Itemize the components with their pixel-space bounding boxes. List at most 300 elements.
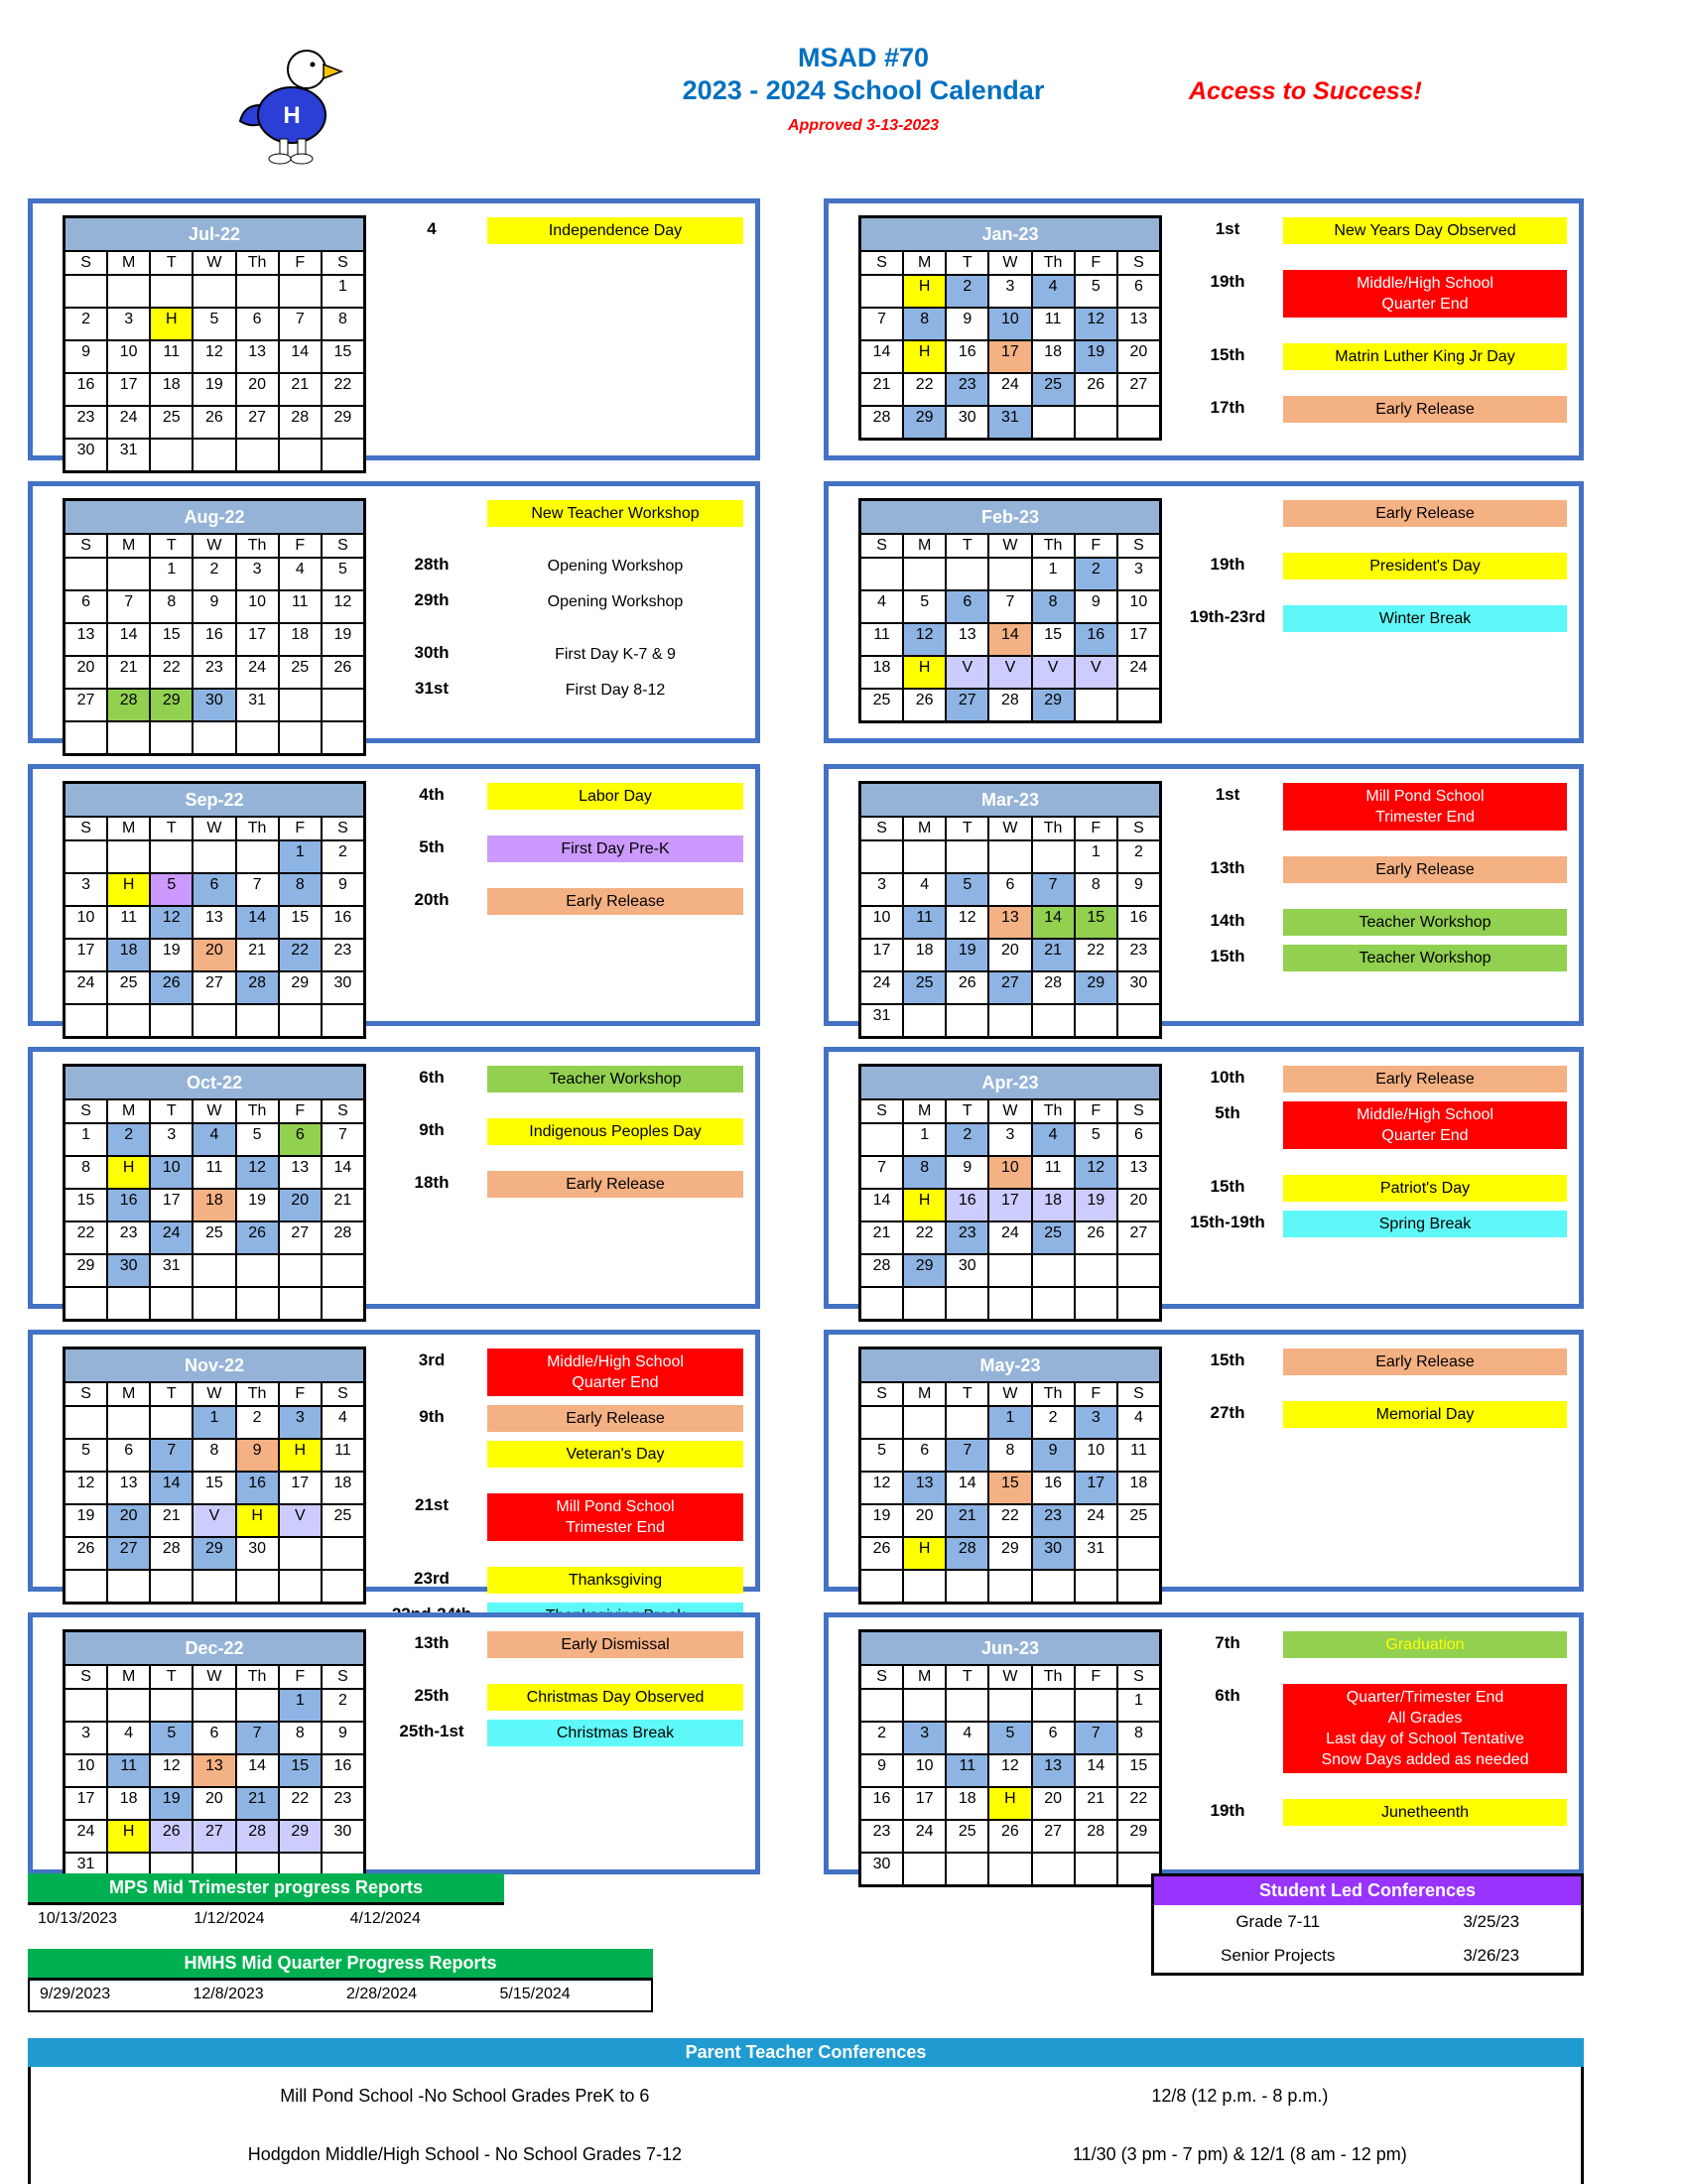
day-cell: 19 (946, 939, 988, 971)
day-cell: 7 (236, 873, 279, 906)
day-cell (903, 1406, 946, 1439)
eagle-shoe (269, 154, 291, 164)
day-cell (279, 275, 322, 308)
month-block-may-23 (824, 1330, 1584, 1592)
week-row (65, 1287, 365, 1321)
student-led-conferences-title: Student Led Conferences (1154, 1876, 1581, 1905)
day-cell: 29 (1075, 971, 1117, 1004)
month-block-nov-22 (28, 1330, 760, 1592)
event-bar (487, 1171, 743, 1198)
day-cell: 24 (150, 1221, 193, 1254)
month-title-row (860, 500, 1161, 535)
month-events (1162, 1064, 1567, 1296)
day-cell (150, 439, 193, 472)
day-cell (65, 1004, 108, 1038)
event-row (376, 835, 743, 862)
day-cell: 7 (107, 590, 150, 623)
day-header-row (860, 1382, 1161, 1406)
event-line: Winter Break (1378, 610, 1472, 627)
month-events (366, 215, 743, 448)
month-calendar (63, 498, 366, 756)
day-cell (1075, 1287, 1117, 1321)
day-header-cell: S (1117, 1099, 1161, 1123)
day-cell: 7 (860, 308, 904, 340)
day-cell: 26 (150, 1820, 193, 1853)
hmhs-date: 9/29/2023 (40, 1986, 111, 2002)
day-header-cell: W (988, 817, 1031, 840)
day-cell (236, 439, 279, 472)
day-cell (988, 1004, 1031, 1038)
event-row (376, 1567, 743, 1594)
day-cell (236, 1004, 279, 1038)
day-cell: 17 (65, 1787, 108, 1820)
day-cell (236, 721, 279, 755)
day-cell: 25 (860, 689, 904, 722)
day-cell: 13 (988, 906, 1031, 939)
day-cell: 23 (65, 406, 108, 439)
day-cell: 25 (1032, 1221, 1075, 1254)
day-cell: 19 (236, 1189, 279, 1221)
day-cell: 1 (279, 840, 322, 873)
day-cell (65, 275, 108, 308)
month-title: Feb-23 (860, 500, 1161, 535)
week-row (860, 1504, 1161, 1537)
event-row (376, 500, 743, 527)
event-line: Memorial Day (1375, 1406, 1475, 1423)
day-cell (860, 275, 904, 308)
event-line: Independence Day (548, 222, 683, 239)
day-cell: 18 (150, 373, 193, 406)
day-cell: 23 (1117, 939, 1161, 971)
event-row (1172, 217, 1567, 244)
day-cell (946, 1287, 988, 1321)
event-bar (1283, 605, 1567, 632)
day-header-cell: Th (236, 251, 279, 275)
day-cell: 22 (150, 656, 193, 689)
day-cell: 16 (860, 1787, 904, 1820)
day-header-cell: S (65, 1665, 108, 1689)
month-title: Sep-22 (65, 783, 365, 818)
day-cell: 13 (236, 340, 279, 373)
event-line: Veteran's Day (566, 1446, 665, 1463)
day-cell: 9 (65, 340, 108, 373)
day-header-cell: Th (1032, 1382, 1075, 1406)
day-cell (150, 1004, 193, 1038)
event-bar (1283, 500, 1567, 527)
day-header-cell: M (107, 534, 150, 558)
day-header-cell: T (150, 534, 193, 558)
day-cell (1117, 689, 1161, 722)
day-cell (236, 1689, 279, 1722)
week-row (860, 906, 1161, 939)
week-row (860, 340, 1161, 373)
event-row (376, 1720, 743, 1746)
day-cell: 30 (1117, 971, 1161, 1004)
event-bar (1283, 1799, 1567, 1826)
day-cell: 6 (107, 1439, 150, 1472)
day-cell: 19 (1075, 1189, 1117, 1221)
day-header-row (65, 1382, 365, 1406)
day-cell: 2 (65, 308, 108, 340)
week-row (860, 1754, 1161, 1787)
day-cell: 12 (236, 1156, 279, 1189)
week-row (65, 1689, 365, 1722)
event-line: Trimester End (566, 1519, 665, 1536)
day-cell: 11 (107, 906, 150, 939)
day-cell: 27 (193, 971, 235, 1004)
day-cell: 22 (1075, 939, 1117, 971)
day-cell: 13 (193, 1754, 235, 1787)
month-events (366, 1347, 743, 1589)
day-cell: 23 (322, 939, 365, 971)
day-header-row (860, 251, 1161, 275)
day-header-cell: S (322, 534, 365, 558)
month-calendar (63, 781, 366, 1039)
day-cell: 29 (150, 689, 193, 721)
day-cell: 25 (150, 406, 193, 439)
event-line: Quarter End (572, 1374, 659, 1391)
day-header-cell: M (107, 251, 150, 275)
event-day-label: 13th (414, 1633, 450, 1652)
month-calendar-wrap (858, 1629, 1162, 1872)
event-bar (487, 1684, 743, 1711)
event-day-label: 6th (419, 1068, 445, 1087)
event-bar (487, 1720, 743, 1746)
week-row (860, 590, 1161, 623)
week-row (860, 1439, 1161, 1472)
day-cell (1117, 1287, 1161, 1321)
slc-cell: 3/25/23 (1463, 1912, 1520, 1931)
event-row (376, 1349, 743, 1396)
day-header-cell: Th (1032, 1665, 1075, 1689)
event-bar (487, 1441, 743, 1468)
day-header-cell: Th (1032, 251, 1075, 275)
day-cell: 11 (279, 590, 322, 623)
day-header-cell: F (279, 251, 322, 275)
day-cell: 16 (1075, 623, 1117, 656)
day-cell: 29 (903, 1254, 946, 1287)
month-title: Jul-22 (65, 217, 365, 252)
week-row (860, 1254, 1161, 1287)
day-cell: 7 (860, 1156, 904, 1189)
day-cell (65, 1287, 108, 1321)
day-cell: 19 (193, 373, 235, 406)
day-cell: H (903, 340, 946, 373)
day-cell: 17 (903, 1787, 946, 1820)
day-cell: 3 (1117, 558, 1161, 590)
day-cell (1032, 1689, 1075, 1722)
event-bar (487, 1631, 743, 1658)
day-cell: 5 (150, 1722, 193, 1754)
day-cell (107, 1689, 150, 1722)
day-cell (193, 1287, 235, 1321)
week-row (65, 439, 365, 472)
day-cell: 7 (946, 1439, 988, 1472)
month-calendar-wrap (63, 781, 366, 1013)
day-cell: H (150, 308, 193, 340)
footer (28, 1873, 1584, 2184)
event-line: Early Release (566, 1410, 665, 1427)
event-bar (1283, 1066, 1567, 1092)
day-cell: 7 (279, 308, 322, 340)
day-cell (322, 721, 365, 755)
day-cell: H (279, 1439, 322, 1472)
day-header-cell: F (1075, 817, 1117, 840)
month-calendar (858, 498, 1162, 723)
month-events (1162, 498, 1567, 730)
day-cell: 17 (860, 939, 904, 971)
day-cell: 1 (150, 558, 193, 590)
day-cell: 28 (1032, 971, 1075, 1004)
day-header-cell: W (193, 251, 235, 275)
event-row (1172, 909, 1567, 936)
day-header-cell: S (1117, 1665, 1161, 1689)
day-cell: 18 (107, 1787, 150, 1820)
day-cell: 14 (1075, 1754, 1117, 1787)
week-row (65, 558, 365, 590)
day-cell: 22 (1117, 1787, 1161, 1820)
day-cell: 13 (903, 1472, 946, 1504)
day-cell: 13 (279, 1156, 322, 1189)
day-cell: 27 (988, 971, 1031, 1004)
day-cell (279, 439, 322, 472)
day-cell: 12 (150, 1754, 193, 1787)
day-cell: V (279, 1504, 322, 1537)
day-cell: 9 (860, 1754, 904, 1787)
event-line: Patriot's Day (1379, 1180, 1471, 1197)
event-day-label: 6th (1215, 1686, 1240, 1705)
day-cell: 6 (65, 590, 108, 623)
day-cell (150, 1570, 193, 1604)
event-row (376, 1684, 743, 1711)
day-cell: 12 (903, 623, 946, 656)
event-row (1172, 500, 1567, 527)
day-cell: 16 (65, 373, 108, 406)
day-cell: 20 (1117, 340, 1161, 373)
day-cell: 7 (236, 1722, 279, 1754)
day-cell: 6 (1117, 275, 1161, 308)
day-header-cell: Th (236, 534, 279, 558)
day-cell: 6 (1117, 1123, 1161, 1156)
day-cell (1032, 1570, 1075, 1604)
event-bar (487, 588, 743, 615)
event-day-label: 1st (1215, 219, 1240, 238)
day-cell: 20 (193, 939, 235, 971)
slc-cell: 3/26/23 (1463, 1946, 1520, 1965)
day-cell: 1 (193, 1406, 235, 1439)
week-row (65, 873, 365, 906)
day-cell: H (236, 1504, 279, 1537)
event-line: Graduation (1385, 1636, 1465, 1653)
eagle-shoe (291, 154, 313, 164)
event-day-label: 20th (414, 890, 450, 909)
eagle-mascot-logo (230, 34, 354, 178)
event-line: Christmas Break (556, 1725, 675, 1741)
day-cell (65, 1570, 108, 1604)
day-cell: 14 (860, 340, 904, 373)
day-cell: 21 (236, 1787, 279, 1820)
month-block-dec-22 (28, 1612, 760, 1874)
month-title: Apr-23 (860, 1066, 1161, 1100)
day-cell: 3 (860, 873, 904, 906)
day-cell (946, 1004, 988, 1038)
day-cell (150, 1406, 193, 1439)
week-row (65, 1537, 365, 1570)
day-cell: 10 (860, 906, 904, 939)
day-header-cell: T (946, 251, 988, 275)
day-cell: 28 (860, 406, 904, 440)
month-calendar-wrap (858, 1347, 1162, 1579)
hmhs-dates (28, 1981, 653, 2012)
ptc-cell: Hodgdon Middle/High School - No School Grades 7-12 (247, 2144, 682, 2164)
hmhs-date: 2/28/2024 (346, 1986, 418, 2002)
day-cell: 29 (279, 1820, 322, 1853)
event-line: Early Release (1375, 1353, 1475, 1370)
day-cell (107, 558, 150, 590)
day-cell: 7 (150, 1439, 193, 1472)
day-header-cell: F (1075, 1382, 1117, 1406)
day-cell: 11 (1032, 1156, 1075, 1189)
day-cell: 22 (322, 373, 365, 406)
approved-date: Approved 3-13-2023 (787, 117, 940, 134)
day-cell: 21 (860, 373, 904, 406)
day-cell: 21 (1032, 939, 1075, 971)
event-line: Opening Workshop (547, 593, 684, 610)
month-events (366, 1629, 743, 1862)
day-cell: 30 (236, 1537, 279, 1570)
day-cell (860, 840, 904, 873)
event-day-label: 30th (414, 643, 450, 662)
event-day-label: 3rd (418, 1350, 446, 1369)
day-cell: H (107, 873, 150, 906)
day-cell (1117, 1254, 1161, 1287)
event-line: Early Release (566, 1176, 665, 1193)
day-header-cell: T (946, 1665, 988, 1689)
student-led-conferences-table (1151, 1873, 1584, 1976)
day-cell: 15 (1075, 906, 1117, 939)
event-day-label: 15th (1210, 1350, 1245, 1369)
day-cell: 23 (1032, 1504, 1075, 1537)
week-row (65, 1722, 365, 1754)
month-title-row (860, 217, 1161, 252)
month-block-aug-22 (28, 481, 760, 743)
month-calendar (63, 1347, 366, 1605)
day-header-cell: F (279, 1099, 322, 1123)
week-row (65, 1472, 365, 1504)
day-cell (860, 1287, 904, 1321)
day-cell: 17 (1075, 1472, 1117, 1504)
month-events (1162, 781, 1567, 1013)
day-header-cell: M (903, 1382, 946, 1406)
ptc-row (31, 2125, 1581, 2184)
day-cell: 22 (988, 1504, 1031, 1537)
day-cell: 6 (193, 1722, 235, 1754)
day-cell: 23 (946, 1221, 988, 1254)
day-cell (279, 1254, 322, 1287)
day-cell: 27 (1117, 1221, 1161, 1254)
event-row (1172, 1211, 1567, 1237)
event-row (1172, 1631, 1567, 1658)
day-cell: 12 (1075, 308, 1117, 340)
day-cell (193, 840, 235, 873)
day-cell: 1 (903, 1123, 946, 1156)
day-cell: 8 (279, 1722, 322, 1754)
day-cell: 18 (903, 939, 946, 971)
day-header-cell: W (193, 1099, 235, 1123)
month-title: Nov-22 (65, 1349, 365, 1383)
day-cell: 8 (903, 1156, 946, 1189)
day-cell: 28 (1075, 1820, 1117, 1853)
day-cell (193, 1004, 235, 1038)
day-cell: 24 (903, 1820, 946, 1853)
day-cell (236, 840, 279, 873)
month-calendar-wrap (858, 781, 1162, 1024)
day-cell: 3 (150, 1123, 193, 1156)
day-header-cell: F (279, 817, 322, 840)
day-cell (988, 558, 1031, 590)
day-cell: 2 (1032, 1406, 1075, 1439)
eagle-leg (298, 139, 306, 155)
event-row (1172, 343, 1567, 370)
day-header-cell: S (860, 1099, 904, 1123)
day-cell (322, 1570, 365, 1604)
day-cell: 2 (107, 1123, 150, 1156)
day-cell: 2 (322, 1689, 365, 1722)
day-cell (946, 558, 988, 590)
week-row (860, 840, 1161, 873)
month-calendar-wrap (858, 498, 1162, 730)
day-cell: 19 (322, 623, 365, 656)
month-events (1162, 1347, 1567, 1579)
day-cell: 5 (903, 590, 946, 623)
event-day-label: 31st (414, 679, 450, 698)
event-day-label: 15th (1210, 345, 1245, 364)
day-cell (65, 840, 108, 873)
day-cell: 14 (279, 340, 322, 373)
day-cell: 8 (1032, 590, 1075, 623)
event-bar (487, 500, 743, 527)
day-cell: 13 (65, 623, 108, 656)
day-cell: 20 (1117, 1189, 1161, 1221)
week-row (860, 656, 1161, 689)
day-cell: 31 (236, 689, 279, 721)
slc-cell: Grade 7-11 (1235, 1912, 1321, 1931)
day-cell (65, 1689, 108, 1722)
slc-cell: Senior Projects (1221, 1946, 1336, 1965)
day-cell: 22 (903, 1221, 946, 1254)
day-cell: 3 (903, 1722, 946, 1754)
day-cell (322, 1287, 365, 1321)
day-cell: 21 (946, 1504, 988, 1537)
day-header-cell: S (65, 1382, 108, 1406)
day-cell: 6 (946, 590, 988, 623)
day-cell: 20 (279, 1189, 322, 1221)
event-bar (487, 677, 743, 704)
day-cell: 22 (65, 1221, 108, 1254)
day-cell: 4 (107, 1722, 150, 1754)
day-cell: 23 (107, 1221, 150, 1254)
day-cell: 9 (322, 873, 365, 906)
event-day-label: 13th (1210, 858, 1245, 877)
day-cell: 14 (988, 623, 1031, 656)
day-header-cell: F (1075, 1665, 1117, 1689)
day-header-cell: S (322, 1382, 365, 1406)
day-cell: V (193, 1504, 235, 1537)
day-cell (150, 1287, 193, 1321)
day-header-cell: F (1075, 251, 1117, 275)
day-cell (322, 439, 365, 472)
day-cell: 27 (193, 1820, 235, 1853)
